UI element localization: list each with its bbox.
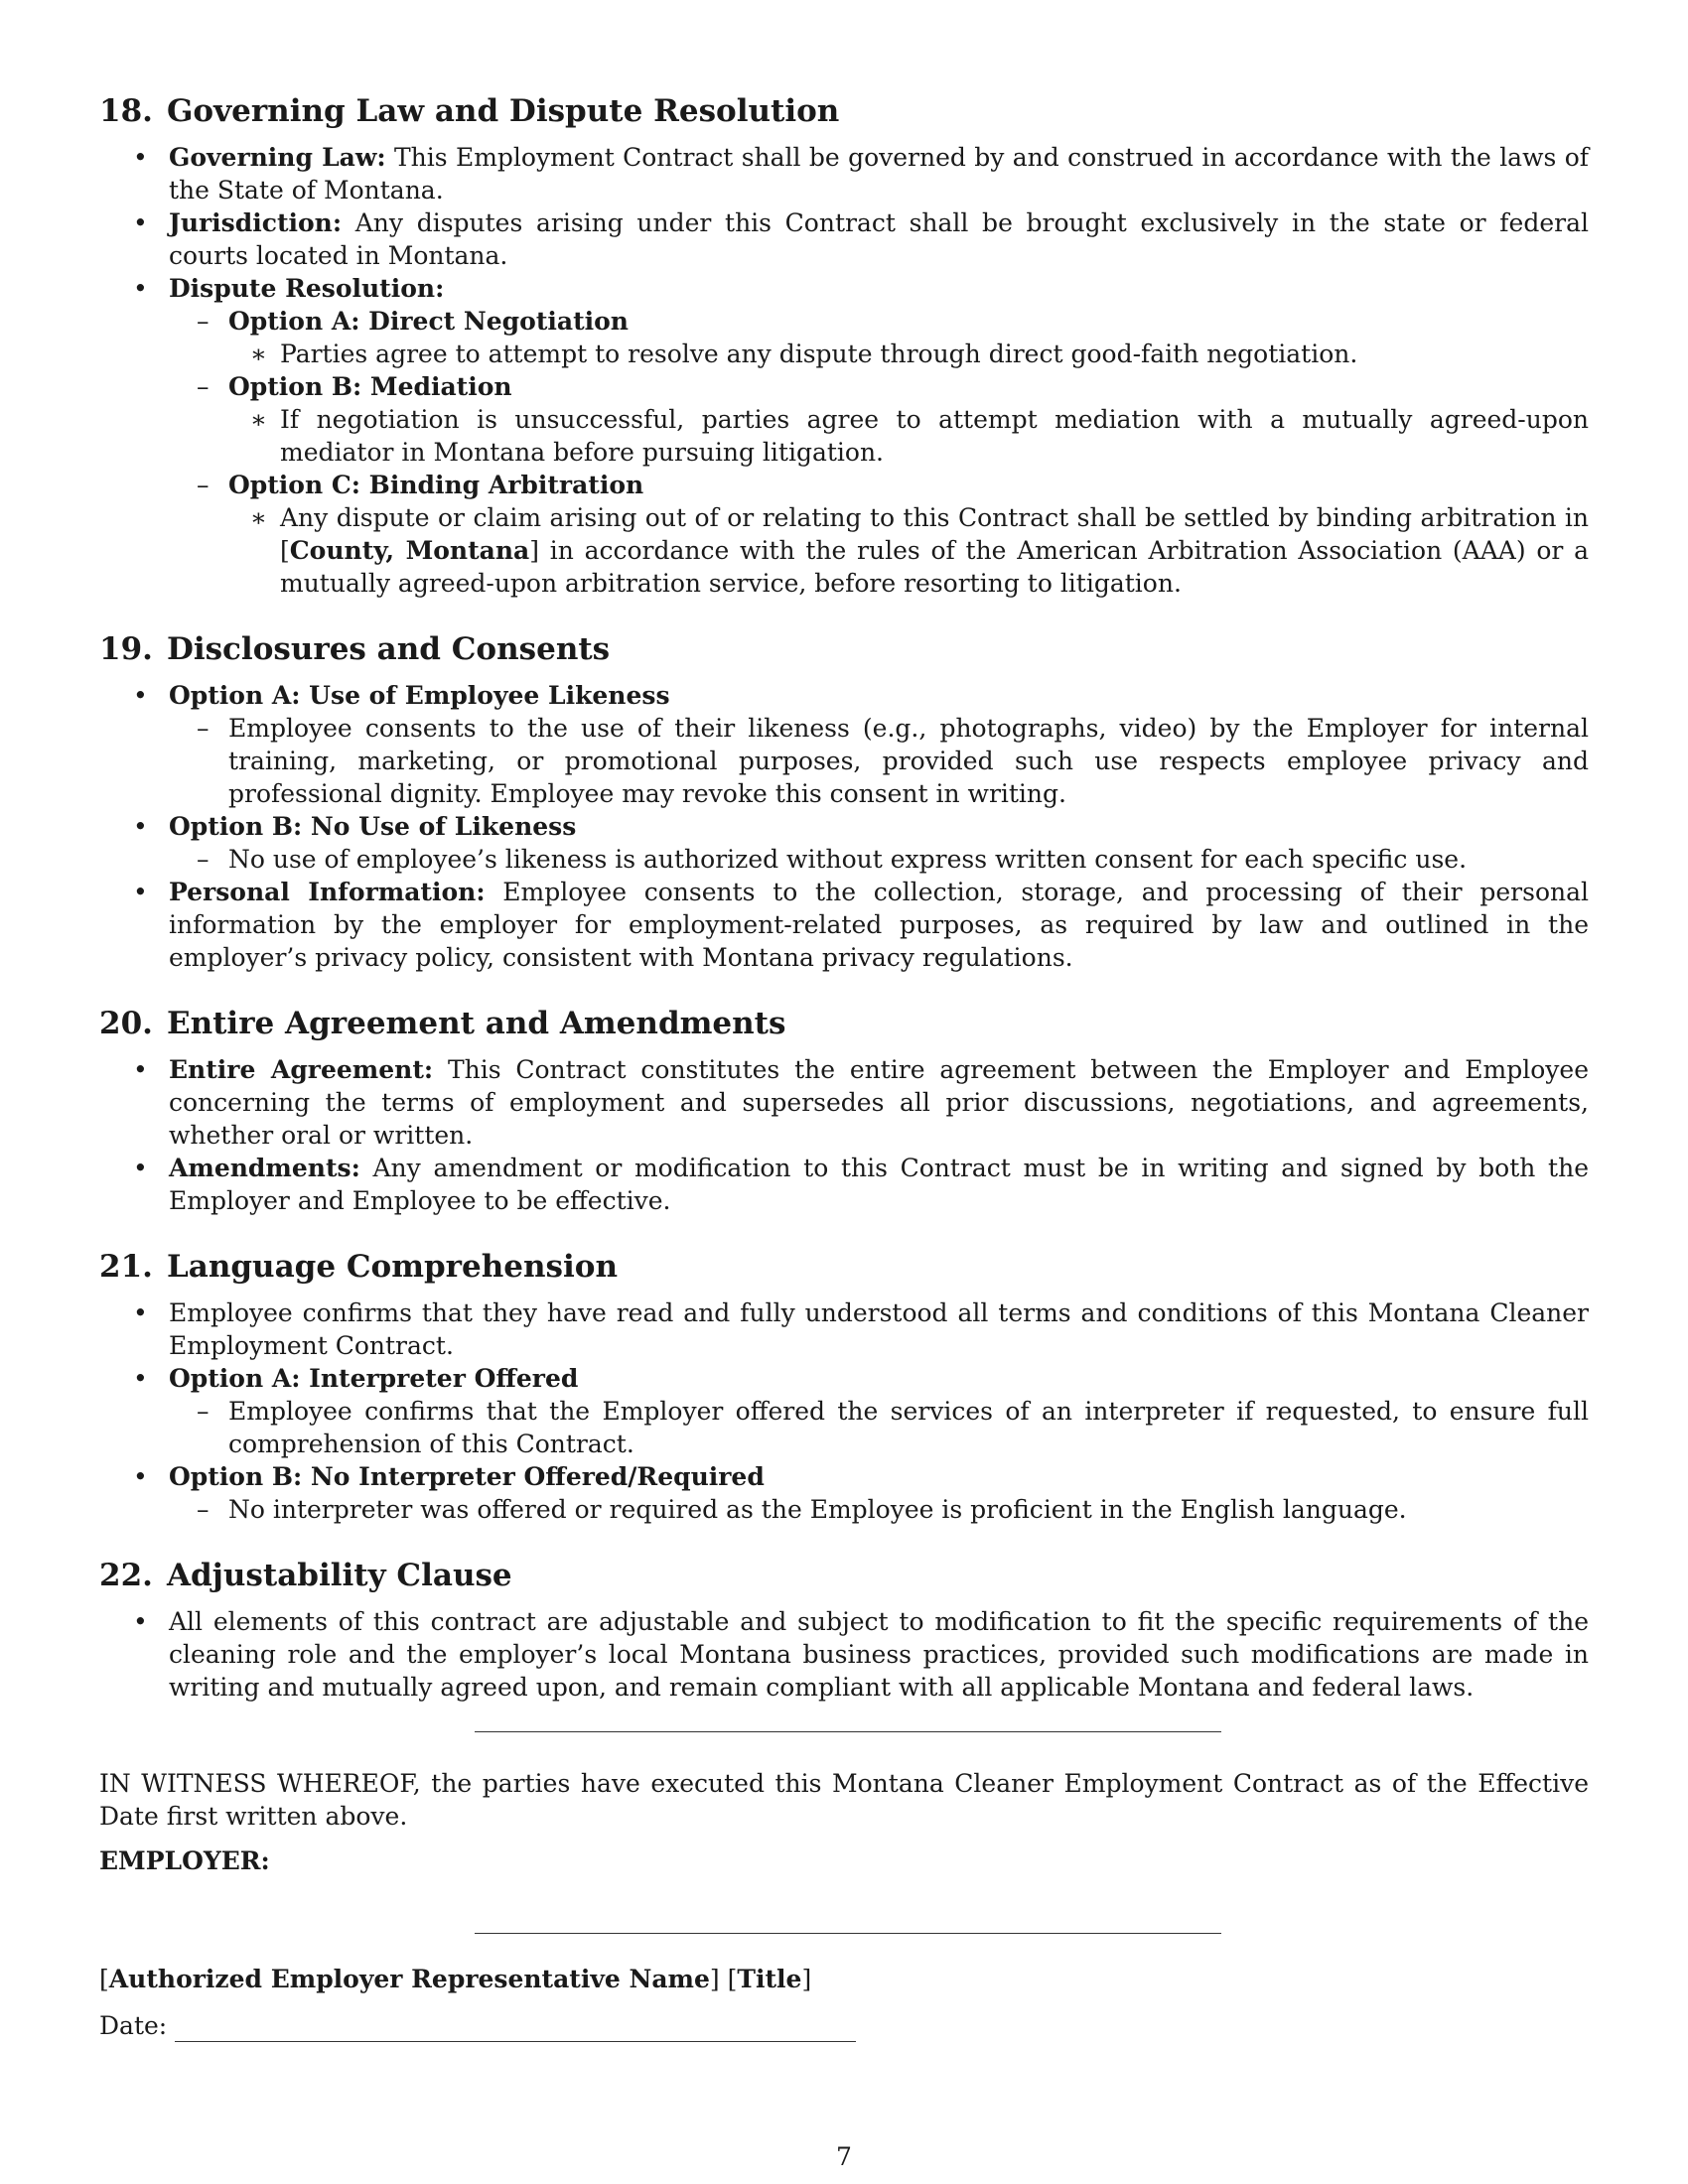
option-b-text: ∗ If negotiation is unsuccessful, parties agree to attempt mediation with a mutually agreed-upon mediator in Montana before pursuing litigation. — [250, 405, 1589, 467]
page-number: 7 — [836, 2142, 852, 2171]
document-page — [99, 91, 1589, 2042]
section-22 — [99, 1556, 1589, 1704]
bullet-comprehension: • Employee confirms that they have read and fully understood all terms and conditions of this Montana Cleaner Employment Contract. — [133, 1298, 1589, 1360]
signature-rule — [475, 1933, 1221, 1934]
bullet-governing-law: • Governing Law: This Employment Contract shall be governed by and construed in accordance with the laws of the State of Montana. — [133, 143, 1589, 205]
bullet-option-b-interpreter: • Option B: No Interpreter Offered/Required — [133, 1462, 765, 1491]
witness-statement: IN WITNESS WHEREOF, the parties have executed this Montana Cleaner Employment Contract as of the Effective Date first written above. — [99, 1769, 1589, 1831]
section-20 — [99, 1004, 1589, 1217]
section-heading: 20. Entire Agreement and Amendments — [99, 1006, 786, 1041]
bullet-entire-agreement: • Entire Agreement: This Contract constitutes the entire agreement between the Employer and Employee concerning the terms of employment and supersedes all prior discussions, negotiations, and agreements, whether oral or written. — [133, 1055, 1589, 1150]
bullet-amendments: • Amendments: Any amendment or modification to this Contract must be in writing and signed by both the Employer and Employee to be effective. — [133, 1154, 1589, 1215]
section-19 — [99, 629, 1589, 974]
option-b-likeness-text: – No use of employee’s likeness is authorized without express written consent for each specific use. — [197, 845, 1468, 874]
section-heading: 22. Adjustability Clause — [99, 1558, 512, 1593]
separator — [99, 1725, 1589, 1759]
option-c-arbitration: – Option C: Binding Arbitration — [197, 471, 644, 499]
bullet-dispute-resolution: • Dispute Resolution: — [133, 274, 445, 303]
option-c-text: ∗ Any dispute or claim arising out of or relating to this Contract shall be settled by binding arbitration in [County, Montana] in accordance with the rules of the American Arbitration Association (AAA) or a mutually agreed-upon arbitration service, before resorting to litigation. — [250, 503, 1590, 598]
section-heading: 18. Governing Law and Dispute Resolution — [99, 93, 840, 129]
employer-label: EMPLOYER: — [99, 1846, 270, 1875]
bullet-option-b-likeness: • Option B: No Use of Likeness — [133, 812, 577, 841]
section-18 — [99, 91, 1589, 600]
section-heading: 21. Language Comprehension — [99, 1249, 618, 1285]
option-a-text: ∗ Parties agree to attempt to resolve any dispute through direct good-faith negotiation. — [250, 340, 1358, 368]
bullet-jurisdiction: • Jurisdiction: Any disputes arising under this Contract shall be brought exclusively in the state or federal courts located in Montana. — [133, 208, 1589, 270]
section-heading: 19. Disclosures and Consents — [99, 631, 611, 667]
option-b-mediation: – Option B: Mediation — [197, 372, 512, 401]
bullet-personal-information: • Personal Information: Employee consents to the collection, storage, and processing of their personal information by the employer for employment-related purposes, as required by law and outlined in the employer’s privacy policy, consistent with Montana privacy regulations. — [133, 878, 1589, 972]
option-a-likeness-text: – Employee consents to the use of their likeness (e.g., photographs, video) by the Employer for internal training, marketing, or promotional purposes, provided such use respects employee privacy and professional dignity. Employee may revoke this consent in writing. — [197, 714, 1589, 808]
employer-representative: [Authorized Employer Representative Name] [Title] — [99, 1965, 812, 1993]
bullet-option-a-likeness: • Option A: Use of Employee Likeness — [133, 681, 670, 710]
bullet-option-a-interpreter: • Option A: Interpreter Offered — [133, 1364, 579, 1393]
bullet-adjustability: • All elements of this contract are adjustable and subject to modification to fit the specific requirements of the cleaning role and the employer’s local Montana business practices, provided such modifications are made in writing and mutually agreed upon, and remain compliant with all applicable Montana and federal laws. — [133, 1607, 1589, 1702]
date-field[interactable] — [175, 2015, 856, 2042]
section-21 — [99, 1247, 1589, 1526]
date-row — [99, 2009, 1589, 2042]
option-a-negotiation: – Option A: Direct Negotiation — [197, 307, 629, 336]
option-b-interpreter-text: – No interpreter was offered or required as the Employee is proficient in the English language. — [197, 1495, 1407, 1524]
employer-signature-line[interactable] — [99, 1933, 1589, 1935]
separator-rule — [475, 1731, 1221, 1732]
date-label: Date: — [99, 2011, 168, 2040]
option-a-interpreter-text: – Employee confirms that the Employer offered the services of an interpreter if requested, to ensure full comprehension of this Contract. — [197, 1397, 1589, 1458]
